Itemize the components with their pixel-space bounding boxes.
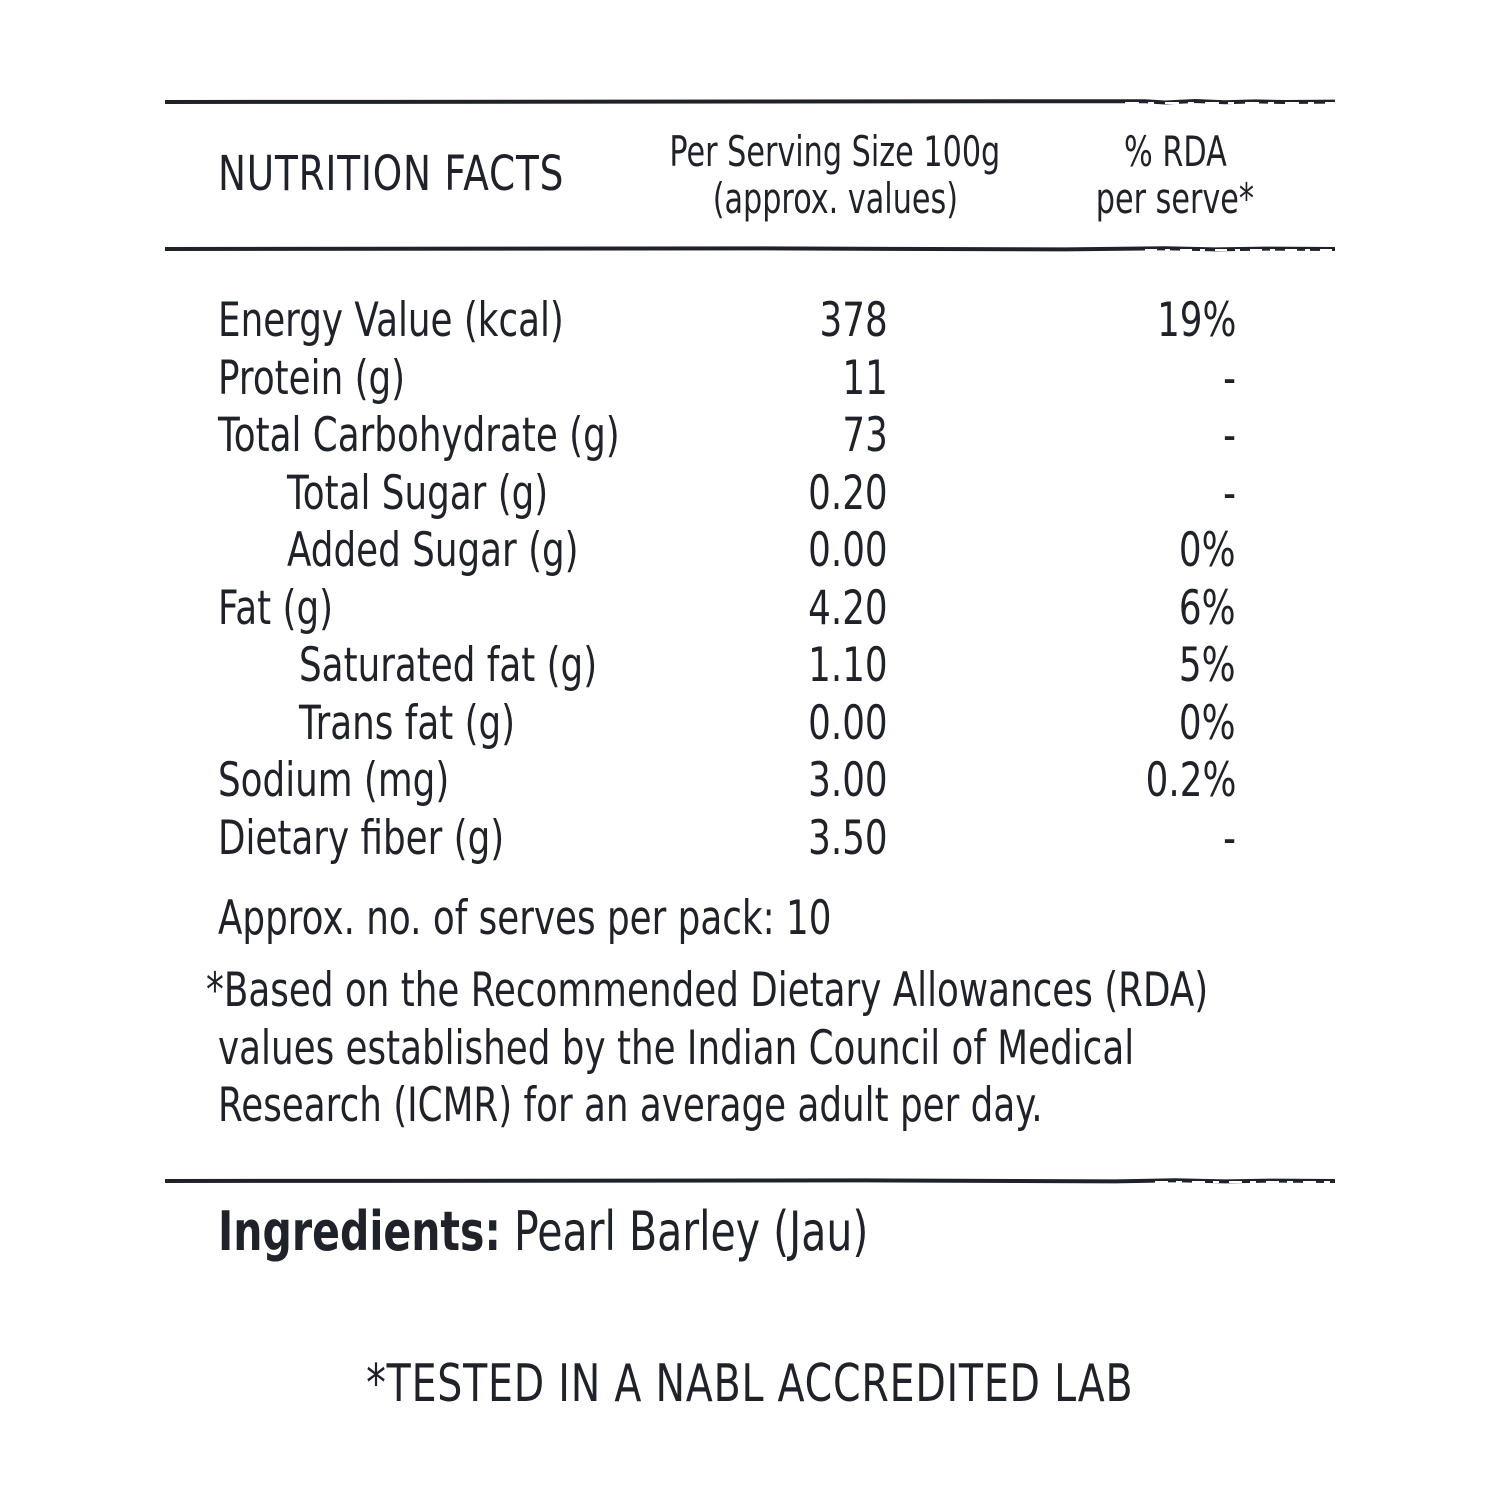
- nutrient-label: Trans fat (g): [299, 695, 516, 751]
- ingredients-line: [218, 1200, 1074, 1264]
- nutrient-value: 73: [842, 408, 888, 463]
- top-divider: [165, 98, 1335, 106]
- nutrient-value: 1.10: [808, 638, 888, 693]
- lab-test-note: *TESTED IN A NABL ACCREDITED LAB: [366, 1354, 1134, 1414]
- nutrient-rda: 0%: [1179, 523, 1236, 578]
- table-row: [0, 292, 1500, 350]
- nutrient-rda: 0.2%: [1145, 753, 1236, 808]
- rda-header: % RDA per serve*: [1095, 127, 1255, 223]
- ingredients-value: Pearl Barley (Jau): [513, 1200, 869, 1263]
- nutrient-value: 11: [842, 350, 888, 406]
- nutrient-value: 3.00: [808, 753, 888, 808]
- nutrient-rda: -: [1223, 350, 1236, 406]
- nutrient-value: 0.20: [808, 465, 888, 521]
- nutrient-label: Total Sugar (g): [287, 465, 549, 521]
- nutrient-rda: 0%: [1179, 695, 1236, 751]
- serving-size-header: Per Serving Size 100g (approx. values): [669, 127, 1001, 223]
- nutrient-rda: 5%: [1179, 638, 1236, 693]
- table-row: [0, 522, 1500, 580]
- ingredients-label: Ingredients:: [218, 1200, 501, 1263]
- nutrient-rda: -: [1223, 465, 1236, 521]
- nutrient-rda: -: [1223, 810, 1236, 866]
- table-row: [0, 637, 1500, 695]
- nutrient-value: 4.20: [808, 580, 888, 636]
- nutrient-table: [0, 292, 1500, 867]
- nutrient-label: Sodium (mg): [218, 753, 450, 808]
- table-row: [0, 350, 1500, 408]
- nutrient-label: Dietary fiber (g): [218, 810, 505, 866]
- nutrient-value: 0.00: [808, 695, 888, 751]
- table-row: [0, 580, 1500, 638]
- ingredients-divider: [165, 1177, 1335, 1185]
- nutrient-label: Added Sugar (g): [287, 523, 579, 578]
- nutrient-label: Protein (g): [218, 350, 406, 406]
- table-row: [0, 407, 1500, 465]
- nutrient-label: Energy Value (kcal): [218, 293, 564, 348]
- serves-per-pack: Approx. no. of serves per pack: 10: [218, 891, 832, 946]
- rda-footnote: *Based on the Recommended Dietary Allowances (RDA) values established by the Indian Council of Medical Research (ICMR) for an average adult per day.: [206, 963, 1209, 1133]
- nutrient-rda: 6%: [1179, 580, 1236, 636]
- nutrition-facts-title: NUTRITION FACTS: [218, 146, 565, 202]
- nutrient-label: Total Carbohydrate (g): [218, 408, 620, 463]
- table-row: [0, 810, 1500, 868]
- nutrient-value: 378: [819, 293, 888, 348]
- nutrient-rda: 19%: [1156, 293, 1236, 348]
- nutrient-value: 0.00: [808, 523, 888, 578]
- nutrient-rda: -: [1223, 408, 1236, 463]
- header-divider: [165, 245, 1335, 253]
- nutrient-label: Fat (g): [218, 580, 334, 636]
- table-row: [0, 695, 1500, 753]
- nutrient-value: 3.50: [808, 810, 888, 866]
- table-row: [0, 465, 1500, 523]
- table-row: [0, 752, 1500, 810]
- nutrient-label: Saturated fat (g): [299, 638, 598, 693]
